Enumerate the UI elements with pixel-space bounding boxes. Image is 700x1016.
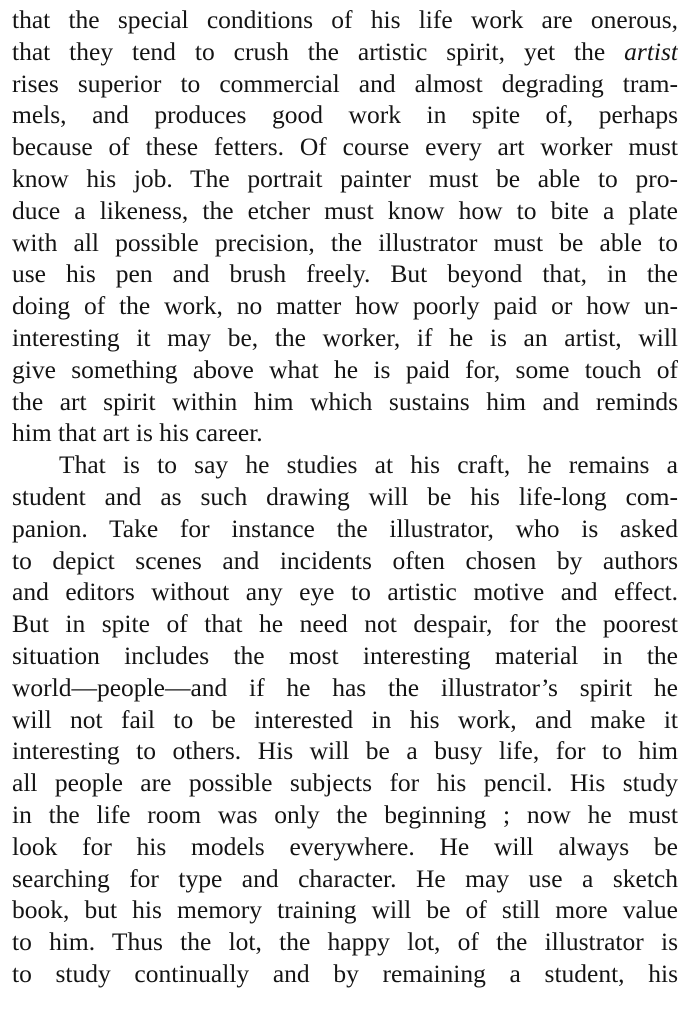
text-line-26: in the life room was only the beginning ; now he must — [12, 799, 678, 829]
text-line-20: But in spite of that he need not despair, for the poorest — [12, 609, 678, 639]
text-line-15: That is to say he studies at his craft, he remains a — [59, 450, 678, 480]
text-line-16: student and as such drawing will be his life-long com- — [12, 481, 678, 511]
text-line-2-italic: artist — [624, 36, 678, 66]
text-line-18: to depict scenes and incidents often chosen by authors — [12, 545, 678, 575]
text-line-30: to him. Thus the lot, the happy lot, of the illustrator is — [12, 927, 678, 957]
text-line-23: will not fail to be interested in his work, and make it — [12, 704, 678, 734]
text-line-24: interesting to others. His will be a busy life, for to him — [12, 736, 678, 766]
text-line-5: because of these fetters. Of course every art worker must — [12, 132, 678, 162]
text-line-7: duce a likeness, the etcher must know how to bite a plate — [12, 195, 678, 225]
text-line-1: that the special conditions of his life work are onerous, — [12, 5, 678, 34]
text-line-9: use his pen and brush freely. But beyond that, in the — [12, 259, 678, 289]
text-line-13: the art spirit within him which sustains him and reminds — [12, 386, 678, 416]
text-line-17: panion. Take for instance the illustrator, who is asked — [12, 513, 678, 543]
text-line-29: book, but his memory training will be of still more value — [12, 895, 678, 925]
text-line-8: with all possible precision, the illustrator must be able to — [12, 227, 678, 257]
text-line-28: searching for type and character. He may use a sketch — [12, 863, 678, 893]
text-line-22: world—people—and if he has the illustrator’s spirit he — [12, 672, 678, 702]
text-line-4: mels, and produces good work in spite of, perhaps — [12, 100, 678, 130]
text-line-2 — [12, 36, 678, 68]
text-line-21: situation includes the most interesting material in the — [12, 640, 678, 670]
text-line-2-roman: that they tend to crush the artistic spirit, yet the — [12, 36, 625, 66]
text-line-6: know his job. The portrait painter must be able to pro- — [12, 163, 678, 193]
text-line-25: all people are possible subjects for his pencil. His study — [12, 768, 678, 798]
text-line-12: give something above what he is paid for, some touch of — [12, 354, 678, 384]
text-line-31: to study continually and by remaining a student, his — [12, 958, 678, 988]
text-line-10: doing of the work, no matter how poorly paid or how un- — [12, 291, 678, 321]
document-page — [12, 4, 678, 990]
text-line-11: interesting it may be, the worker, if he is an artist, will — [12, 322, 678, 352]
text-line-27: look for his models everywhere. He will always be — [12, 831, 678, 861]
text-line-19: and editors without any eye to artistic motive and effect. — [12, 577, 678, 607]
text-line-14: him that art is his career. — [12, 418, 263, 448]
text-line-3: rises superior to commercial and almost degrading tram- — [12, 68, 678, 98]
